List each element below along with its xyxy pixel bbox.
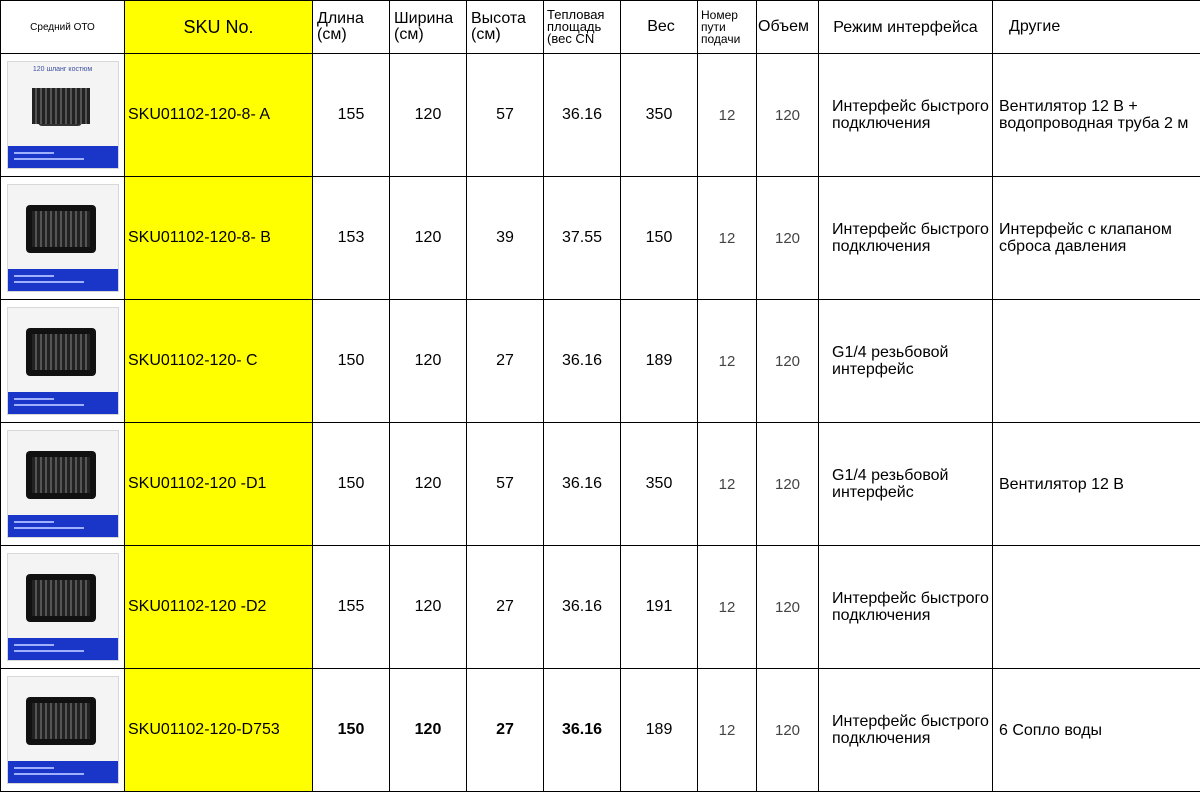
radiator-image [7, 307, 119, 415]
length-cell: 150 [313, 669, 390, 792]
volume-cell: 120 [757, 177, 819, 300]
radiator-image [7, 184, 119, 292]
radiator-fins-icon [32, 88, 90, 124]
image-info-bar [8, 269, 118, 291]
sku-cell: SKU01102-120 -D2 [125, 546, 313, 669]
height-cell: 57 [467, 423, 544, 546]
width-cell: 120 [390, 54, 467, 177]
heat-area-cell: 37.55 [544, 177, 621, 300]
sku-cell: SKU01102-120 -D1 [125, 423, 313, 546]
interface-cell: Интерфейс быстрого подключения [819, 546, 993, 669]
width-cell: 120 [390, 669, 467, 792]
weight-cell: 189 [621, 669, 698, 792]
sku-cell: SKU01102-120- C [125, 300, 313, 423]
other-cell: Вентилятор 12 В [993, 423, 1200, 546]
weight-cell: 191 [621, 546, 698, 669]
image-info-bar [8, 392, 118, 414]
length-cell: 153 [313, 177, 390, 300]
volume-cell: 120 [757, 300, 819, 423]
product-image-cell [1, 546, 125, 669]
radiator-image [7, 676, 119, 784]
other-cell: Интерфейс с клапаном сброса давления [993, 177, 1200, 300]
other-cell [993, 546, 1200, 669]
interface-cell: G1/4 резьбовой интерфейс [819, 300, 993, 423]
header-width: Ширина (см) [390, 1, 467, 54]
radiator-fins-icon [32, 580, 90, 616]
volume-cell: 120 [757, 54, 819, 177]
sku-cell: SKU01102-120-8- B [125, 177, 313, 300]
heat-area-cell: 36.16 [544, 669, 621, 792]
table-row [1, 177, 1200, 300]
length-cell: 150 [313, 423, 390, 546]
length-cell: 155 [313, 54, 390, 177]
product-image-cell [1, 300, 125, 423]
heat-area-cell: 36.16 [544, 54, 621, 177]
radiator-fins-icon [32, 703, 90, 739]
header-interface: Режим интерфейса [819, 1, 993, 54]
product-image-cell [1, 54, 125, 177]
weight-cell: 189 [621, 300, 698, 423]
other-cell: Вентилятор 12 В + водопроводная труба 2 м [993, 54, 1200, 177]
width-cell: 120 [390, 177, 467, 300]
height-cell: 27 [467, 669, 544, 792]
header-other: Другие [993, 1, 1200, 54]
radiator-fins-icon [32, 457, 90, 493]
table-row [1, 300, 1200, 423]
volume-cell: 120 [757, 669, 819, 792]
header-height: Высота (см) [467, 1, 544, 54]
height-cell: 39 [467, 177, 544, 300]
heat-area-cell: 36.16 [544, 546, 621, 669]
path-cell: 12 [698, 669, 757, 792]
table-row [1, 546, 1200, 669]
radiator-fins-icon [32, 334, 90, 370]
heat-area-cell: 36.16 [544, 423, 621, 546]
other-cell [993, 300, 1200, 423]
header-heat-area: Тепловая площадь (вес CN [544, 1, 621, 54]
table-row [1, 669, 1200, 792]
weight-cell: 350 [621, 54, 698, 177]
header-image: Средний ОТО [1, 1, 125, 54]
radiator-image [7, 553, 119, 661]
product-image-cell [1, 177, 125, 300]
length-cell: 155 [313, 546, 390, 669]
interface-cell: Интерфейс быстрого подключения [819, 177, 993, 300]
volume-cell: 120 [757, 423, 819, 546]
sku-cell: SKU01102-120-D753 [125, 669, 313, 792]
sku-cell: SKU01102-120-8- A [125, 54, 313, 177]
volume-cell: 120 [757, 546, 819, 669]
product-image-cell [1, 669, 125, 792]
path-cell: 12 [698, 300, 757, 423]
width-cell: 120 [390, 546, 467, 669]
interface-cell: Интерфейс быстрого подключения [819, 54, 993, 177]
product-image-cell [1, 423, 125, 546]
table-row [1, 54, 1200, 177]
width-cell: 120 [390, 300, 467, 423]
weight-cell: 150 [621, 177, 698, 300]
length-cell: 150 [313, 300, 390, 423]
interface-cell: G1/4 резьбовой интерфейс [819, 423, 993, 546]
image-info-bar [8, 761, 118, 783]
table-row [1, 423, 1200, 546]
path-cell: 12 [698, 177, 757, 300]
path-cell: 12 [698, 423, 757, 546]
radiator-image [7, 61, 119, 169]
height-cell: 27 [467, 546, 544, 669]
header-length: Длина (см) [313, 1, 390, 54]
heat-area-cell: 36.16 [544, 300, 621, 423]
height-cell: 27 [467, 300, 544, 423]
path-cell: 12 [698, 54, 757, 177]
other-cell: 6 Сопло воды [993, 669, 1200, 792]
header-row [1, 1, 1200, 54]
radiator-fins-icon [32, 211, 90, 247]
width-cell: 120 [390, 423, 467, 546]
header-sku: SKU No. [125, 1, 313, 54]
radiator-image [7, 430, 119, 538]
image-info-bar [8, 146, 118, 168]
image-info-bar [8, 515, 118, 537]
header-weight: Вес [621, 1, 698, 54]
image-caption: 120 шланг костюм [8, 66, 118, 73]
header-path: Номер пути подачи [698, 1, 757, 54]
image-info-bar [8, 638, 118, 660]
interface-cell: Интерфейс быстрого подключения [819, 669, 993, 792]
height-cell: 57 [467, 54, 544, 177]
header-volume: Объем [757, 1, 819, 54]
path-cell: 12 [698, 546, 757, 669]
weight-cell: 350 [621, 423, 698, 546]
